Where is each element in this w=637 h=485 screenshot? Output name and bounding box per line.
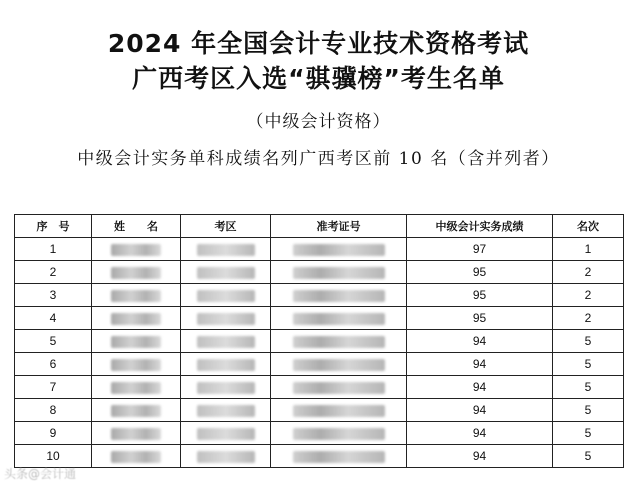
cell-name	[92, 261, 181, 284]
redacted-field	[111, 451, 161, 463]
cell-score: 94	[407, 330, 553, 353]
redacted-field	[293, 336, 385, 348]
cell-exam-id	[271, 445, 407, 468]
redacted-field	[197, 244, 255, 256]
cell-rank: 5	[553, 376, 624, 399]
cell-name	[92, 284, 181, 307]
document-title-line-2: 广西考区入选“骐骥榜”考生名单	[132, 64, 505, 93]
document-title-line-1: 2024 年全国会计专业技术资格考试	[107, 29, 530, 58]
redacted-field	[293, 451, 385, 463]
cell-name	[92, 353, 181, 376]
table-row	[15, 376, 624, 399]
redacted-field	[111, 428, 161, 440]
redacted-field	[111, 405, 161, 417]
cell-exam-id	[271, 422, 407, 445]
cell-exam-id	[271, 284, 407, 307]
cell-serial-number: 2	[15, 261, 92, 284]
cell-rank: 5	[553, 353, 624, 376]
cell-name	[92, 445, 181, 468]
cell-serial-number: 4	[15, 307, 92, 330]
cell-exam-id	[271, 353, 407, 376]
cell-serial-number: 1	[15, 238, 92, 261]
table-row	[15, 445, 624, 468]
cell-exam-id	[271, 330, 407, 353]
cell-exam-id	[271, 376, 407, 399]
cell-serial-number: 7	[15, 376, 92, 399]
ranking-table	[14, 214, 624, 468]
redacted-field	[197, 451, 255, 463]
header-rank: 名次	[553, 215, 624, 238]
header-serial-number: 序 号	[15, 215, 92, 238]
cell-exam-area	[181, 261, 271, 284]
cell-exam-area	[181, 422, 271, 445]
redacted-field	[111, 290, 161, 302]
cell-rank: 2	[553, 307, 624, 330]
redacted-field	[197, 267, 255, 279]
cell-rank: 2	[553, 261, 624, 284]
cell-score: 97	[407, 238, 553, 261]
cell-name	[92, 238, 181, 261]
cell-exam-area	[181, 330, 271, 353]
cell-score: 95	[407, 307, 553, 330]
table-row	[15, 353, 624, 376]
cell-serial-number: 10	[15, 445, 92, 468]
cell-score: 94	[407, 353, 553, 376]
cell-exam-area	[181, 238, 271, 261]
redacted-field	[111, 359, 161, 371]
redacted-field	[197, 428, 255, 440]
cell-name	[92, 399, 181, 422]
cell-exam-area	[181, 399, 271, 422]
table-row	[15, 422, 624, 445]
redacted-field	[293, 428, 385, 440]
cell-serial-number: 8	[15, 399, 92, 422]
redacted-field	[111, 244, 161, 256]
cell-score: 94	[407, 445, 553, 468]
cell-exam-area	[181, 376, 271, 399]
cell-serial-number: 9	[15, 422, 92, 445]
redacted-field	[111, 382, 161, 394]
redacted-field	[293, 382, 385, 394]
redacted-field	[197, 336, 255, 348]
redacted-field	[293, 313, 385, 325]
cell-exam-area	[181, 284, 271, 307]
table-row	[15, 399, 624, 422]
table-row	[15, 330, 624, 353]
cell-name	[92, 422, 181, 445]
redacted-field	[293, 405, 385, 417]
header-score: 中级会计实务成绩	[407, 215, 553, 238]
header-name: 姓 名	[92, 215, 181, 238]
table-row	[15, 284, 624, 307]
cell-score: 94	[407, 399, 553, 422]
redacted-field	[197, 290, 255, 302]
table-header-row	[15, 215, 624, 238]
redacted-field	[197, 313, 255, 325]
cell-name	[92, 307, 181, 330]
cell-rank: 5	[553, 330, 624, 353]
redacted-field	[111, 267, 161, 279]
header-exam-area: 考区	[181, 215, 271, 238]
cell-name	[92, 330, 181, 353]
cell-score: 94	[407, 422, 553, 445]
cell-exam-id	[271, 399, 407, 422]
cell-rank: 1	[553, 238, 624, 261]
redacted-field	[293, 244, 385, 256]
cell-exam-id	[271, 307, 407, 330]
cell-score: 94	[407, 376, 553, 399]
redacted-field	[293, 290, 385, 302]
cell-exam-area	[181, 307, 271, 330]
cell-exam-id	[271, 238, 407, 261]
section-heading: 中级会计实务单科成绩名列广西考区前 10 名（含并列者）	[77, 149, 560, 169]
cell-rank: 5	[553, 399, 624, 422]
watermark: 头条@会计通	[4, 467, 77, 481]
redacted-field	[197, 405, 255, 417]
table-row	[15, 307, 624, 330]
header-exam-id: 准考证号	[271, 215, 407, 238]
table-row	[15, 238, 624, 261]
redacted-field	[197, 359, 255, 371]
cell-serial-number: 3	[15, 284, 92, 307]
cell-serial-number: 5	[15, 330, 92, 353]
cell-rank: 5	[553, 422, 624, 445]
cell-exam-area	[181, 353, 271, 376]
cell-exam-id	[271, 261, 407, 284]
cell-rank: 2	[553, 284, 624, 307]
cell-rank: 5	[553, 445, 624, 468]
redacted-field	[293, 359, 385, 371]
redacted-field	[197, 382, 255, 394]
cell-serial-number: 6	[15, 353, 92, 376]
redacted-field	[111, 313, 161, 325]
cell-score: 95	[407, 261, 553, 284]
document-subtitle: （中级会计资格）	[246, 112, 391, 132]
cell-exam-area	[181, 445, 271, 468]
redacted-field	[111, 336, 161, 348]
cell-score: 95	[407, 284, 553, 307]
redacted-field	[293, 267, 385, 279]
table-row	[15, 261, 624, 284]
cell-name	[92, 376, 181, 399]
